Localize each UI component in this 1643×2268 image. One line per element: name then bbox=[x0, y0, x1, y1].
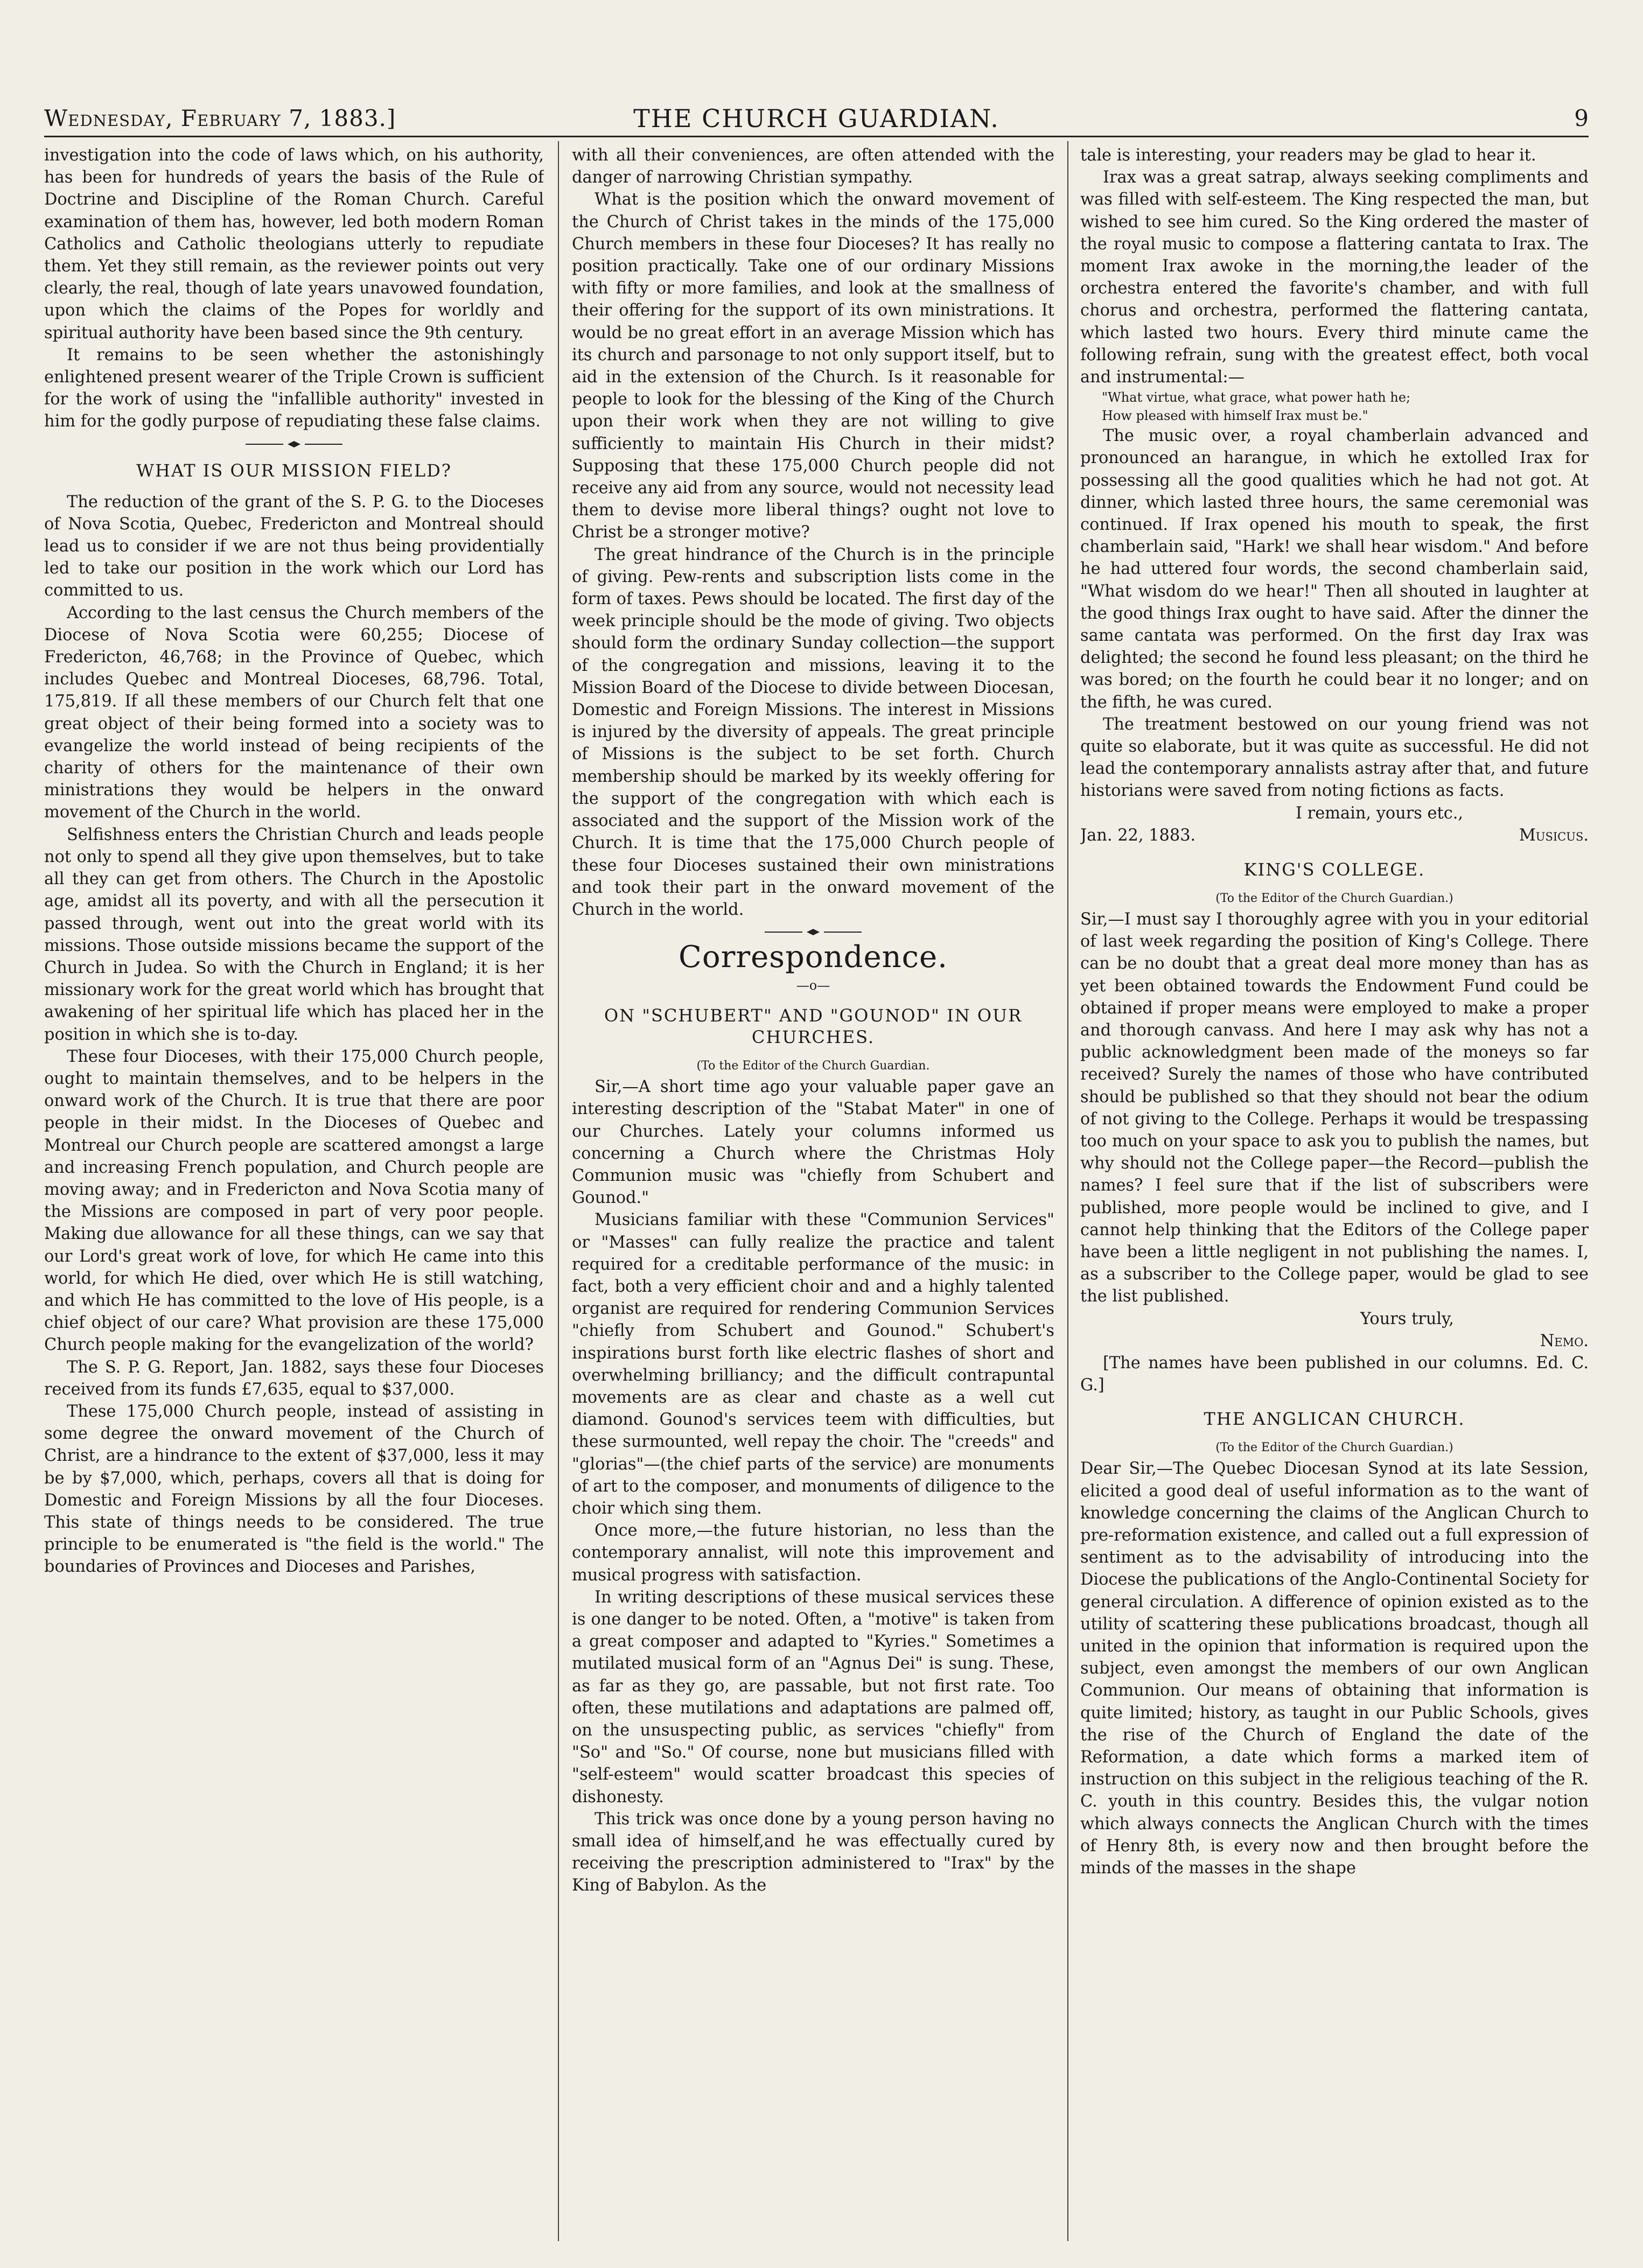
article-paragraph: with all their conveniences, are often attended with the danger of narrowing Christian sympathy. bbox=[572, 146, 1054, 187]
letter-paragraph: In writing descriptions of these musical services these is one danger to be noted. Often, a "motive" is taken from a great composer and adapted to "Kyries." Sometimes a mutilated musical form of an "Agnus Dei" is sung. These, as far as they go, are passable, but not first rate. Too often, these mutilations and adaptations are palmed off, on the unsuspecting public, as services "chiefly" from "So" and "So." Of course, none but musicians filled with "self-esteem" would scatter broadcast this species of dishonesty. bbox=[572, 1587, 1054, 1807]
letter-paragraph: Sir,—A short time ago your valuable paper gave an interesting description of the "Stabat Mater" in one of our Churches. Lately your columns informed us concerning a Church where the Christmas Holy Communion music was "chiefly from Schubert and Gounod." bbox=[572, 1077, 1054, 1208]
ornamental-rule-icon bbox=[246, 440, 342, 448]
article-heading: THE ANGLICAN CHURCH. bbox=[1204, 1409, 1465, 1430]
article-paragraph: The reduction of the grant of the S. P. G. to the Dioceses of Nova Scotia, Quebec, Fredericton and Montreal should lead us to consider if we are not thus being providentially led to take our position in the work which our Lord has committed to us. bbox=[44, 492, 544, 600]
article-heading: ON "SCHUBERT" AND "GOUNOD" IN OUR CHURCHES. bbox=[604, 1005, 1023, 1048]
issue-date: Wednesday, February 7, 1883.] bbox=[44, 105, 396, 131]
article-paragraph: According to the last census the Church members of the Diocese of Nova Scotia were 60,255; Diocese of Fredericton, 46,768; in the Province of Quebec, which includes Quebec and Montreal Dioceses, 68,796. Total, 175,819. If all these members of our Church felt that one great object of their being formed into a society was to evangelize the world instead of being recipients of the charity of others for the maintenance of their own ministrations they would be helpers in the onward movement of the Church in the world. bbox=[44, 603, 544, 822]
section-title: Correspondence. bbox=[679, 940, 948, 975]
article-paragraph: It remains to be seen whether the astonishingly enlightened present wearer of the Triple Crown is sufficient for the work of using the "infallible authority" invested in him for the godly purpose of repudiating these false claims. bbox=[44, 345, 544, 431]
letter-paragraph: tale is interesting, your readers may be glad to hear it. bbox=[1080, 146, 1536, 165]
letter-paragraph: The treatment bestowed on our young friend was not quite so elaborate, but it was quite as successful. He did not lead the contemporary annalists astray after that, and future historians were saved from noting fictions as facts. bbox=[1080, 715, 1589, 801]
letter-paragraph: Sir,—I must say I thoroughly agree with you in your editorial of last week regarding the position of King's College. There can be no doubt that a great deal more money than has as yet been obtained towards the Endowment Fund could be obtained if proper means were employed to make a proper and thorough canvass. And here I may ask why has not a public acknowledgment been made of the moneys so far received? Surely the names of those who have contributed should be published so that they should not bear the odium of not giving to the College. Perhaps it would be trespassing too much on your space to ask you to publish the names, but why should not the College paper—the Record—publish the names? I feel sure that if the list of subscribers were published, more people would be inclined to give, and I cannot help thinking that the Editors of the College paper have been a little negligent in not publishing the names. I, as a subscriber to the College paper, would be glad to see the list published. bbox=[1080, 909, 1589, 1306]
letter-paragraph: Irax was a great satrap, always seeking compliments and was filled with self-esteem. The King respected the man, but wished to see him cured. So the King ordered the master of the royal music to compose a flattering cantata to Irax. The moment Irax awoke in the morning,the leader of the orchestra entered the favorite's chamber, and with full chorus and orchestra, performed the flattering cantata, which lasted two hours. Every third minute came the following refrain, sung with the greatest effect, both vocal and instrumental:— bbox=[1080, 168, 1589, 387]
signature-row bbox=[1080, 824, 1589, 847]
letter-signature: Musicus. bbox=[1519, 825, 1589, 845]
verse-line: "What virtue, what grace, what power hath he; bbox=[1102, 390, 1411, 405]
letter-paragraph: The music over, a royal chamberlain advanced and pronounced an harangue, in which he extolled Irax for possessing all the good qualities which he had not got. At dinner, which lasted three hours, the same ceremonial was continued. If Irax opened his mouth to speak, the first chamberlain said, "Hark! we shall hear wisdom." And before he had uttered four words, the second chamberlain said, "What wisdom do we hear!" Then all shouted in laughter at the good things Irax ought to have said. After the dinner the same cantata was performed. On the first day Irax was delighted; the second he found less pleasant; on the third he was bored; on the fourth he could bear it no longer; and on the fifth, he was cured. bbox=[1080, 426, 1589, 712]
page-number: 9 bbox=[1574, 105, 1589, 131]
editor-note: [The names have been published in our columns. Ed. C. G.] bbox=[1080, 1353, 1589, 1395]
verse-quote bbox=[1102, 388, 1589, 425]
letter-paragraph: This trick was once done by a young person having no small idea of himself,and he was effectually cured by receiving the prescription administered to "Irax" by the King of Babylon. As the bbox=[572, 1809, 1054, 1895]
ornamental-rule-icon bbox=[765, 928, 862, 936]
masthead bbox=[44, 102, 1589, 138]
article-paragraph: investigation into the code of laws which, on his authority, has been for hundreds of years the basis of the Rule of Doctrine and Discipline of the Roman Church. Careful examination of them has, however, led both modern Roman Catholics and Catholic theologians utterly to repudiate them. Yet they still remain, as the reviewer points out very clearly, the real, though of late years unavowed foundation, upon which the claims of the Popes for worldly and spiritual authority have been based since the 9th century. bbox=[44, 146, 544, 342]
article-heading: WHAT IS OUR MISSION FIELD? bbox=[136, 460, 452, 481]
editor-address: (To the Editor of the Church Guardian.) bbox=[1215, 891, 1453, 905]
article-paragraph: Selfishness enters the Christian Church and leads people not only to spend all they give upon themselves, but to take all they can get from others. The Church in the Apostolic age, amidst all its poverty, and with all the persecution it passed through, went out into the great world with its missions. Those outside missions became the support of the Church in Judea. So with the Church in England; it is her missionary work for the great world which has brought that awakening of her spiritual life which has placed her in the position in which she is to-day. bbox=[44, 825, 544, 1044]
article-paragraph: The S. P. G. Report, Jan. 1882, says these four Dioceses received from its funds £7,635, equal to $37,000. bbox=[44, 1357, 544, 1399]
letter-signature: Nemo. bbox=[1540, 1331, 1589, 1350]
column-1 bbox=[44, 144, 544, 2239]
letter-date: Jan. 22, 1883. bbox=[1080, 825, 1196, 845]
masthead-rule bbox=[44, 136, 1589, 137]
article-paragraph: What is the position which the onward movement of the Church of Christ takes in the minds of the 175,000 Church members in these four Dioceses? It has really no position practically. Take one of our ordinary Missions with fifty or more families, and look at the smallness of their offering for the support of its own ministrations. It would be no great effort in an average Mission which has its church and parsonage to not only support itself, but to aid in the extension of the Church. Is it reasonable for people to look for the blessing of the King of the Church upon their work when they are not willing to give sufficiently to maintain His Church in their midst? Supposing that these 175,000 Church people did not receive any aid from any source, would not necessity lead them to devise more liberal things? ought not love to Christ be a stronger motive? bbox=[572, 190, 1054, 542]
newspaper-title: THE CHURCH GUARDIAN. bbox=[633, 104, 999, 133]
column-divider bbox=[558, 141, 559, 2241]
letter-closing: I remain, yours etc., bbox=[1296, 803, 1464, 823]
section-divider: —o— bbox=[796, 978, 830, 993]
article-heading: KING'S COLLEGE. bbox=[1243, 859, 1425, 880]
article-paragraph: These 175,000 Church people, instead of assisting in some degree the onward movement of the Church of Christ, are a hindrance to the extent of $37,000, less it may be by $7,000, which, perhaps, covers all that is doing for Domestic and Foreign Missions by all the four Dioceses. This state of things needs to be considered. The true principle to be enumerated is "the field is the world." The boundaries of Provinces and Dioceses and Parishes, bbox=[44, 1402, 544, 1577]
editor-address: (To the Editor of the Church Guardian.) bbox=[1215, 1441, 1453, 1455]
article-paragraph: The great hindrance of the Church is in the principle of giving. Pew-rents and subscription lists come in the form of taxes. Pews should be located. The first day of the week principle should be the mode of giving. Two objects should form the ordinary Sunday collection—the support of the congregation and missions, leaving it to the Mission Board of the Diocese to divide between Diocesan, Domestic and Foreign Missions. The interest in Missions is injured by the diversity of appeals. The great principle of Missions is the subject to be set forth. Church membership should be marked by its weekly offering for the support of the congregation with which each is associated and the support of the Mission work of the Church. It is time that the 175,000 Church people of these four Dioceses sustained their own ministrations and took their part in the onward movement of the Church in the world. bbox=[572, 545, 1054, 919]
column-divider bbox=[1067, 141, 1068, 2241]
column-3 bbox=[1080, 144, 1589, 2239]
letter-closing: Yours truly, bbox=[1360, 1309, 1454, 1328]
article-paragraph: These four Dioceses, with their 175,000 Church people, ought to maintain themselves, and to be helpers in the onward work of the Church. It is true that there are poor people in their midst. In the Dioceses of Quebec and Montreal our Church people are scattered amongst a large and increasing French population, and Church people are moving away; and in Fredericton and Nova Scotia many of the Missions are composed in part of very poor people. Making due allowance for all these things, can we say that our Lord's great work of love, for which He came into this world, for which He died, over which He is still watching, and which He has committed to the love of His people, is a chief object of our care? What provision are these 175,000 Church people making for the evangelization of the world? bbox=[44, 1047, 544, 1355]
verse-line: How pleased with himself Irax must be." bbox=[1102, 408, 1368, 424]
column-2 bbox=[572, 144, 1054, 2239]
letter-paragraph: Dear Sir,—The Quebec Diocesan Synod at its late Session, elicited a good deal of useful information as to the want of knowledge concerning the claims of the Anglican Church to pre-reformation existence, and called out a full expression of sentiment as to the advisability of introducing into the Diocese the publications of the Anglo-Continental Society for general circulation. A difference of opinion existed as to the utility of scattering these publications broadcast, though all united in the opinion that information is required upon the subject, even amongst the members of our own Anglican Communion. Our means of obtaining that information is quite limited; history, as taught in our Public Schools, gives the rise of the Church of England the date of the Reformation, a date which forms a marked item of instruction on this subject in the religious teaching of the R. C. youth in this country. Besides this, the vulgar notion which always connects the Anglican Church with the times of Henry 8th, is every now and then brought before the minds of the masses in the shape bbox=[1080, 1459, 1589, 1878]
letter-paragraph: Once more,—the future historian, no less than the contemporary annalist, will note this improvement and musical progress with satisfaction. bbox=[572, 1521, 1054, 1585]
editor-address: (To the Editor of the Church Guardian. bbox=[696, 1059, 930, 1073]
letter-paragraph: Musicians familiar with these "Communion Services" or "Masses" can fully realize the practice and talent required for a creditable performance of the music: in fact, both a very efficient choir and and a highly talented organist are required for rendering Communion Services "chiefly from Schubert and Gounod." Schubert's inspirations burst forth like electric flashes of short and overwhelming brilliancy; and the difficult contrapuntal movements are as clear and chaste as a well cut diamond. Gounod's services teem with difficulties, but these surmounted, well repay the choir. The "creeds" and "glorias"—(the chief parts of the service) are monuments of art to the composer, and monuments of diligence to the choir which sing them. bbox=[572, 1210, 1054, 1518]
